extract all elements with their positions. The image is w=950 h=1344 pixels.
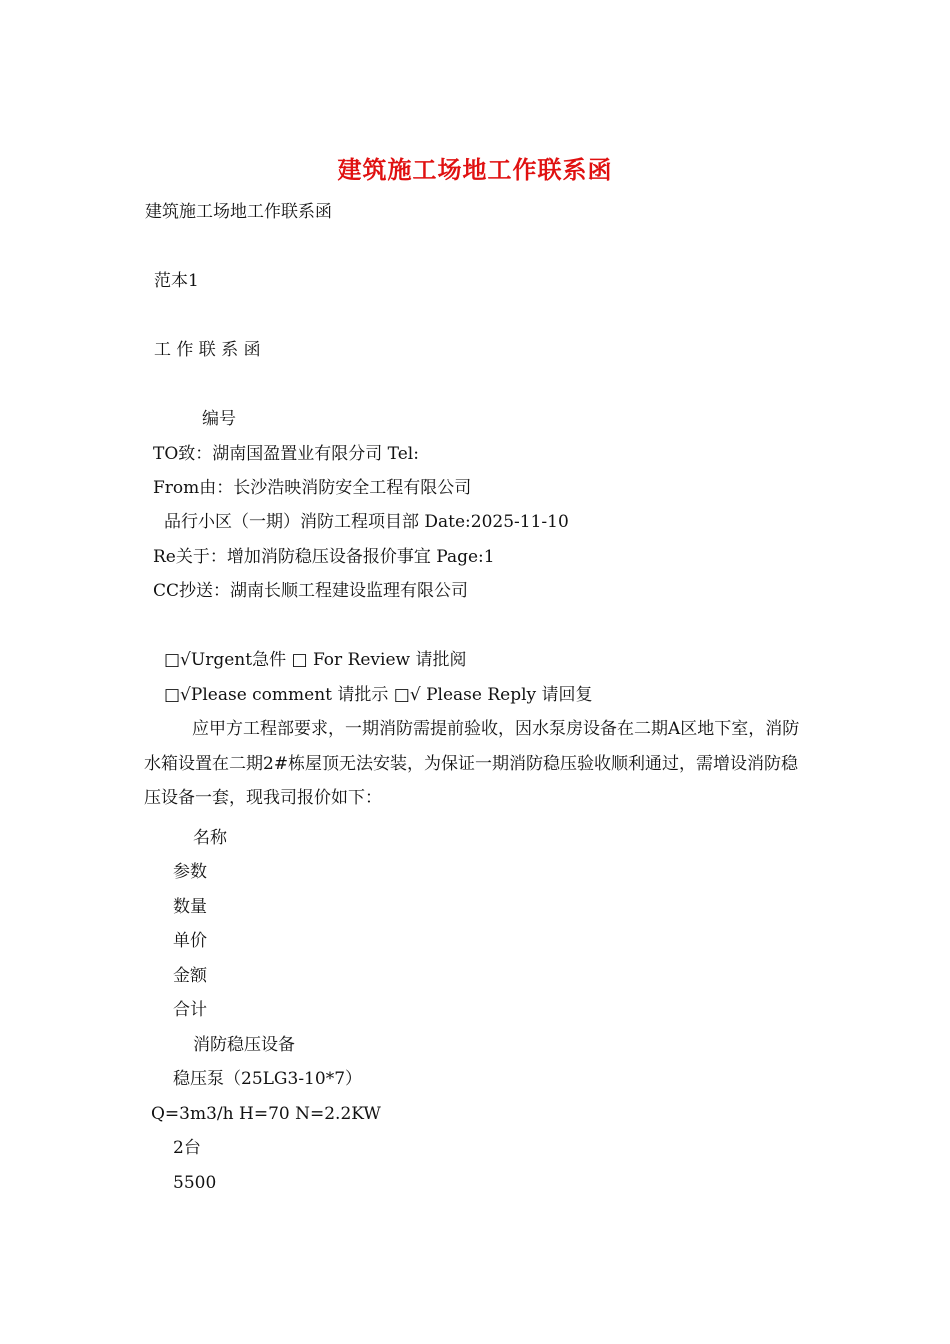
document-title: 建筑施工场地工作联系函 [337,155,613,184]
table-row-param-model: 稳压泵（25LG3-10*7） [173,1069,363,1089]
table-row-name: 消防稳压设备 [193,1035,295,1055]
from-line: From由：长沙浩映消防安全工程有限公司 [153,478,472,498]
document-subtitle: 建筑施工场地工作联系函 [145,202,332,222]
table-row-quantity: 2台 [173,1138,201,1158]
cc-line: CC抄送：湖南长顺工程建设监理有限公司 [153,581,469,601]
table-header-quantity: 数量 [173,897,207,917]
body-paragraph: 应甲方工程部要求，一期消防需提前验收，因水泵房设备在二期A区地下室，消防水箱设置在二期2#栋屋顶无法安装，为保证一期消防稳压验收顺利通过，需增设消防稳压设备一套，现我司报价如下： [144,719,800,808]
priority-checkbox-line-2: □√Please comment 请批示 □√ Please Reply 请回复 [164,685,593,705]
to-line: TO致：湖南国盈置业有限分司 Tel: [153,444,419,464]
letter-heading: 工 作 联 系 函 [154,340,261,360]
project-date-line: 品行小区（一期）消防工程项目部 Date:2025-11-10 [164,512,569,532]
table-row-unit-price: 5500 [173,1173,217,1193]
number-label: 编号 [202,409,236,429]
table-header-name: 名称 [193,828,227,848]
table-header-params: 参数 [173,862,207,882]
table-header-unit-price: 单价 [173,931,207,951]
subject-line: Re关于：增加消防稳压设备报价事宜 Page:1 [153,547,495,567]
priority-checkbox-line-1: □√Urgent急件 □ For Review 请批阅 [164,650,467,670]
table-header-amount: 金额 [173,966,207,986]
table-row-param-spec: Q=3m3/h H=70 N=2.2KW [151,1104,381,1124]
table-header-total: 合计 [173,1000,207,1020]
template-label: 范本1 [154,271,199,291]
